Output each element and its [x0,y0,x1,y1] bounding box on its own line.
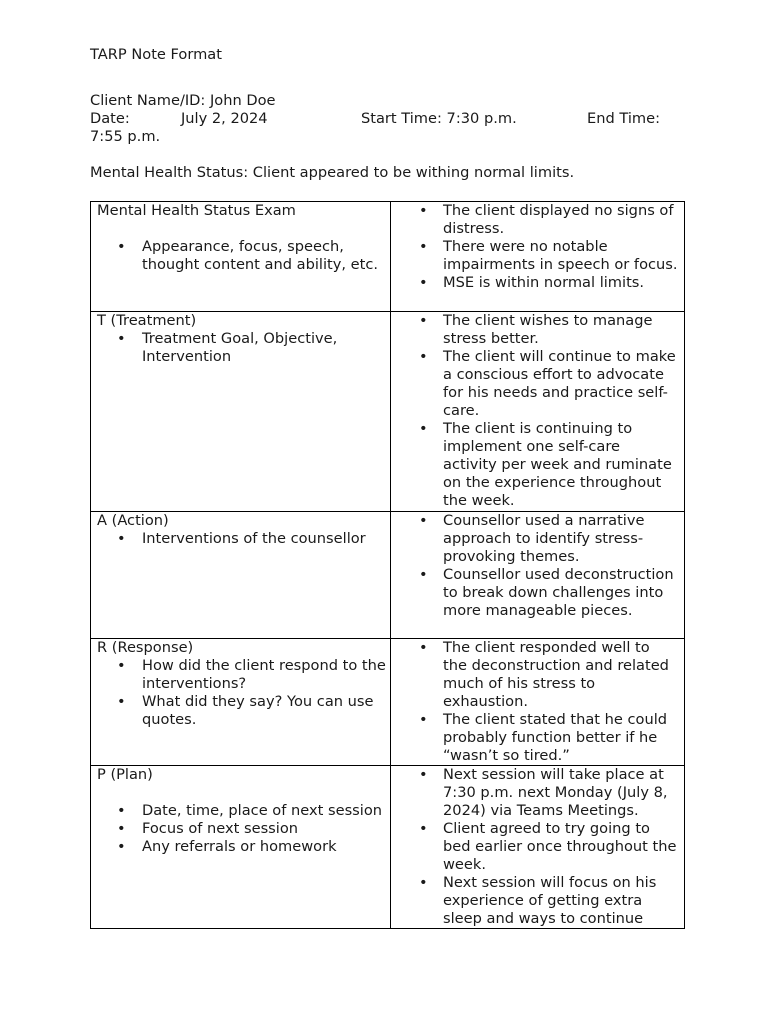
list-item: • How did the client respond to the interventions? [97,657,390,693]
list-item: • Counsellor used deconstruction to break down challenges into more manageable pieces. [391,566,684,620]
list-item: • Next session will focus on his experience of getting extra sleep and ways to continue [391,874,684,928]
list-item: • The client displayed no signs of distress. [391,202,684,238]
list-item: • Client agreed to try going to bed earlier once throughout the week. [391,820,684,874]
row-heading: R (Response) [97,639,194,656]
list-item: • Next session will take place at 7:30 p.m. next Monday (July 8, 2024) via Teams Meetings. [391,766,684,820]
row-notes-cell [391,639,685,766]
notes-list [391,202,684,292]
table-row-mse [91,202,685,312]
list-item: • The client stated that he could probably function better if he “wasn’t so tired.” [391,711,684,765]
client-name-line: Client Name/ID: John Doe [90,92,276,109]
notes-list [391,639,684,765]
row-label-cell [91,512,391,639]
prompt-list [97,238,390,274]
row-notes-cell [391,202,685,312]
row-notes-cell [391,312,685,512]
row-notes-cell [391,512,685,639]
list-item: • There were no notable impairments in speech or focus. [391,238,684,274]
end-time-label: End Time: [587,110,661,127]
list-item: • Any referrals or homework [97,838,390,856]
row-label-cell [91,202,391,312]
row-heading: Mental Health Status Exam [97,202,296,219]
list-item: • What did they say? You can use quotes. [97,693,390,729]
row-label-cell [91,639,391,766]
list-item: • Date, time, place of next session [97,802,390,820]
row-heading: A (Action) [97,512,169,529]
row-label-cell [91,766,391,929]
list-item: • The client will continue to make a conscious effort to advocate for his needs and practice self-care. [391,348,684,420]
document-title: TARP Note Format [90,46,222,63]
row-notes-cell [391,766,685,929]
list-item: • Focus of next session [97,820,390,838]
row-label-cell [91,312,391,512]
end-time-value: 7:55 p.m. [90,128,161,145]
prompt-list [97,657,390,729]
list-item: • The client responded well to the deconstruction and related much of his stress to exhaustion. [391,639,684,711]
list-item: • The client is continuing to implement one self-care activity per week and ruminate on the experience throughout the week. [391,420,684,510]
row-heading: T (Treatment) [97,312,197,329]
table-row-action [91,512,685,639]
list-item: • Interventions of the counsellor [97,530,390,548]
prompt-list [97,330,390,366]
list-item: • MSE is within normal limits. [391,274,684,292]
session-info-line [90,110,690,128]
tarp-table [90,201,685,929]
list-item: • Treatment Goal, Objective, Intervention [97,330,390,366]
notes-list [391,766,684,928]
table-row-treatment [91,312,685,512]
notes-clip [391,766,684,928]
table-row-response [91,639,685,766]
notes-list [391,512,684,620]
mental-health-status-line: Mental Health Status: Client appeared to be withing normal limits. [90,164,575,181]
notes-list [391,312,684,510]
list-item: • Counsellor used a narrative approach to identify stress-provoking themes. [391,512,684,566]
date-value: July 2, 2024 [181,110,268,127]
prompt-list [97,802,390,856]
start-time: Start Time: 7:30 p.m. [361,110,517,127]
row-heading: P (Plan) [97,766,153,783]
list-item: • Appearance, focus, speech, thought content and ability, etc. [97,238,390,274]
list-item: • The client wishes to manage stress better. [391,312,684,348]
prompt-list [97,530,390,548]
table-row-plan [91,766,685,929]
date-label: Date: [90,110,130,127]
